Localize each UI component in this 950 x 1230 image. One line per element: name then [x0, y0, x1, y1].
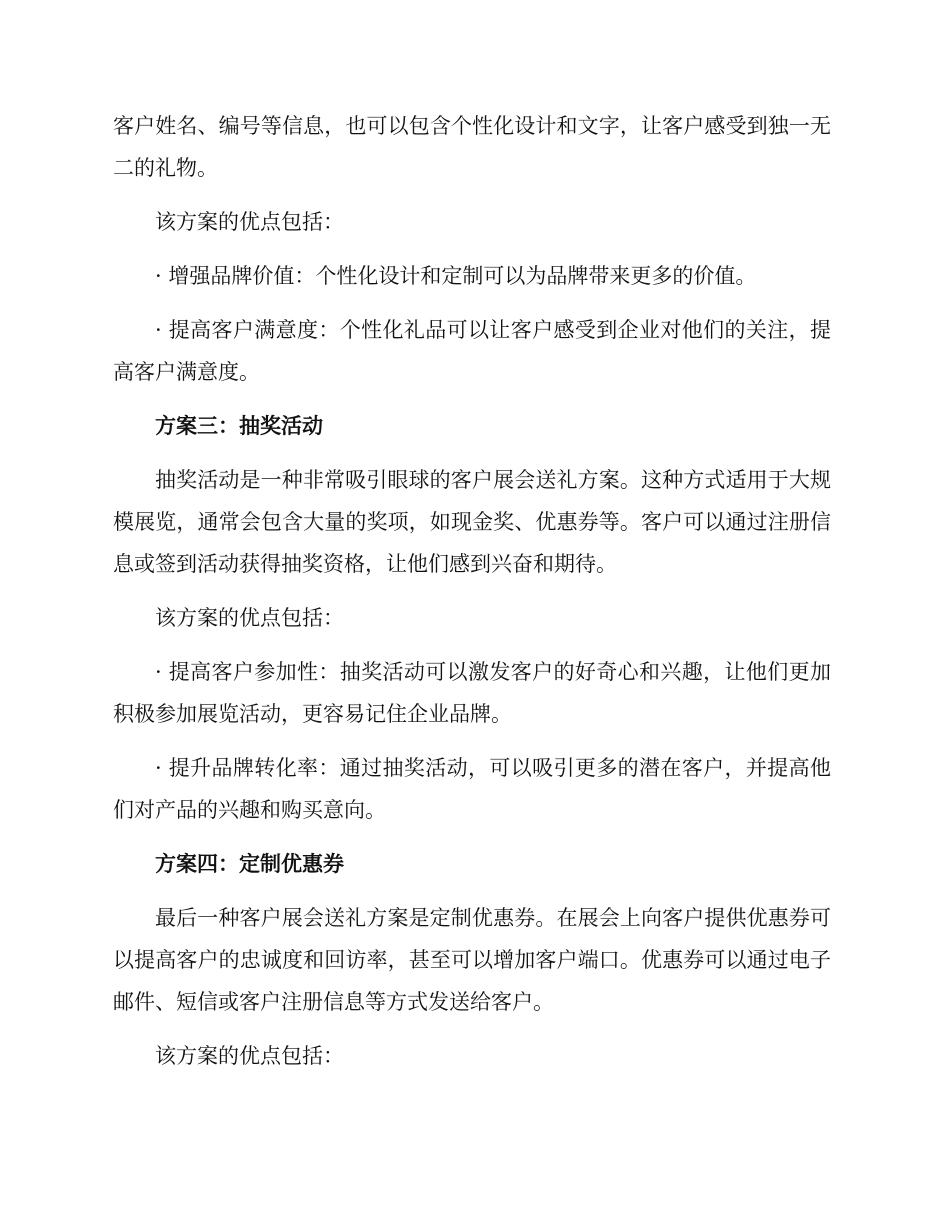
- section-heading-lottery: 方案三：抽奖活动: [155, 414, 323, 438]
- paragraph-advantages-label: 该方案的优点包括：: [155, 210, 344, 234]
- bullet-customer-satisfaction: · 提高客户满意度：个性化礼品可以让客户感受到企业对他们的关注，提高客户满意度。: [113, 318, 831, 384]
- bullet-brand-value: · 增强品牌价值：个性化设计和定制可以为品牌带来更多的价值。: [155, 264, 757, 288]
- paragraph-lottery-description: 抽奖活动是一种非常吸引眼球的客户展会送礼方案。这种方式适用于大规模展览，通常会包含大量的奖项，如现金奖、优惠券等。客户可以通过注册信息或签到活动获得抽奖资格，让他们感到兴奋和期待。: [113, 468, 831, 576]
- bullet-participation: · 提高客户参加性：抽奖活动可以激发客户的好奇心和兴趣，让他们更加积极参加展览活动，更容易记住企业品牌。: [113, 660, 831, 726]
- paragraph-advantages-label: 该方案的优点包括：: [155, 1044, 344, 1068]
- bullet-conversion-rate: · 提升品牌转化率：通过抽奖活动，可以吸引更多的潜在客户，并提高他们对产品的兴趣和购买意向。: [113, 756, 831, 822]
- section-heading-coupons: 方案四：定制优惠券: [155, 852, 344, 876]
- paragraph-coupon-description: 最后一种客户展会送礼方案是定制优惠券。在展会上向客户提供优惠券可以提高客户的忠诚度和回访率，甚至可以增加客户端口。优惠券可以通过电子邮件、短信或客户注册信息等方式发送给客户。: [113, 906, 831, 1014]
- paragraph-advantages-label: 该方案的优点包括：: [155, 606, 344, 630]
- paragraph-intro-continuation: 客户姓名、编号等信息，也可以包含个性化设计和文字，让客户感受到独一无二的礼物。: [113, 114, 831, 180]
- document-body: [113, 105, 831, 1077]
